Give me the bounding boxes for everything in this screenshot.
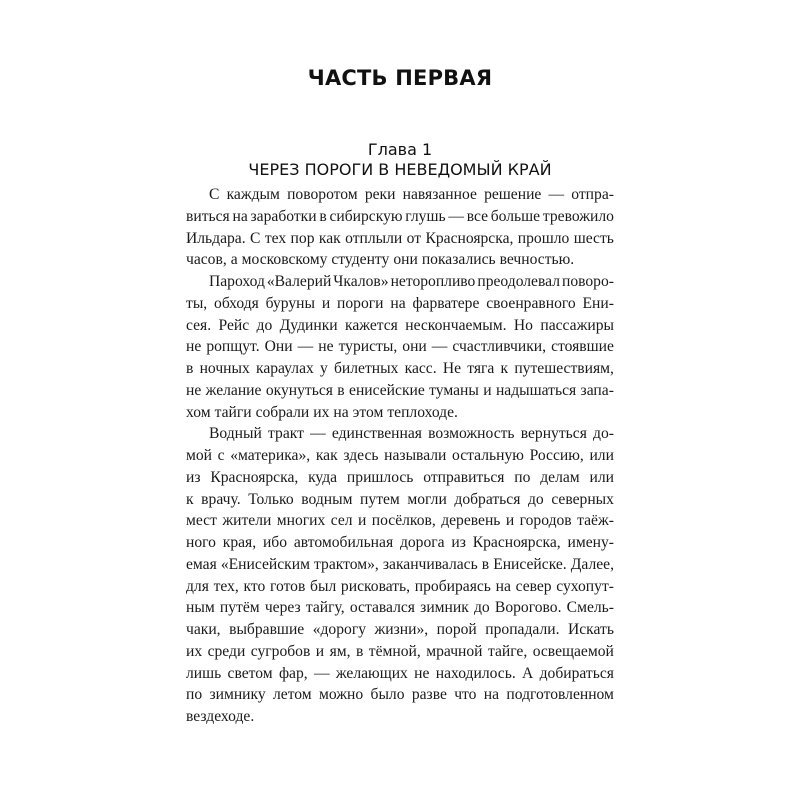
word: счастливчики, [452,338,547,356]
word: Красноярска, [210,468,299,486]
word: подготовленном [506,686,614,704]
word: показались [421,251,496,269]
word: в [186,360,194,377]
word: пассажиры [540,316,614,334]
word: или [589,447,614,464]
text-line [186,380,614,402]
word: прошло [517,229,570,247]
word: сея. [186,316,212,334]
text-line [186,684,614,706]
word: Пароход [209,273,265,290]
word: С [209,186,220,203]
word: путём [219,599,260,617]
text-line [186,554,614,576]
text-line [186,532,614,554]
word: вездеходе. [186,708,255,725]
word: преодолевал [477,273,560,290]
text-line [186,293,614,315]
word: на [232,207,248,225]
word: освещаемой [532,642,614,660]
word: посёлков, [371,512,436,530]
word: Водный [209,425,262,443]
word: для [186,577,209,595]
word: тайгу, [305,599,345,617]
word: не [186,381,202,399]
word: реки [364,186,396,203]
word: к [186,490,194,508]
word: ночных [199,360,250,377]
word: караулах [255,360,314,377]
word: буруны [265,294,316,312]
word: Ильдара. [186,229,246,247]
word: светом [227,664,273,682]
word: Енисейске. [493,555,567,573]
word: Смель- [566,599,614,617]
word: в [481,555,490,573]
word: от [406,229,422,247]
word: «материка», [230,447,311,464]
text-line [186,336,614,358]
word: обходя [214,294,259,312]
word: теплоходе. [387,403,458,421]
word: — [297,338,314,356]
word: путешествиям, [514,360,614,377]
text-line [186,184,614,206]
word: мест [186,512,217,530]
text-line [186,641,614,663]
word: как [318,229,341,247]
paragraph [186,271,614,423]
word: шесть [573,229,614,247]
word: зимнику [209,686,266,704]
word: жизни», [374,621,429,638]
word: А [522,664,534,682]
word: по [186,686,203,704]
word: среди [207,642,246,660]
word: вечностью. [499,251,575,269]
word: путем [360,490,400,508]
word: на [333,403,349,421]
word: северных [551,490,614,508]
word: ного [186,534,216,551]
word: таёж- [577,512,614,530]
word: окунуться [265,381,333,399]
word: края, [222,534,257,551]
word: добираться [539,664,614,682]
word: делам [540,468,580,486]
word: на [483,686,500,704]
word: на [495,577,511,595]
word: пробираясь [414,577,491,595]
word: сухопут- [556,577,614,595]
word: ты, [186,294,208,312]
word: разве [411,686,447,704]
word: можно [319,686,364,704]
text-line [186,315,614,337]
text-line [186,402,614,424]
text-line [186,228,614,250]
text-line [186,467,614,489]
word: поворотом [287,186,358,203]
word: Ени- [582,294,614,312]
chapter-title: ЧЕРЕЗ ПОРОГИ В НЕВЕДОМЫЙ КРАЙ [248,160,552,179]
word: кажется [345,316,398,334]
word: «Валерий [266,273,332,290]
text-line [186,510,614,532]
word: рисковать, [340,577,411,595]
word: Но [513,316,533,334]
word: Они [264,338,293,356]
word: север [515,577,552,595]
word: и [315,642,325,660]
word: этом [352,403,384,421]
word: московскому [241,251,328,269]
word: сугробов [250,642,311,660]
word: тракт [268,425,304,443]
word: Только [248,490,294,508]
text-line [186,597,614,619]
word: до- [593,425,614,443]
part-title: ЧАСТЬ ПЕРВАЯ [307,66,493,90]
word: Чкалов» [333,273,389,290]
word: имену- [567,534,614,551]
word: их [313,403,330,421]
word: к [500,360,509,377]
word: не [414,664,430,682]
word: енисейские [349,381,425,399]
word: желание [205,381,262,399]
word: из [186,468,201,486]
word: зимник [420,599,469,617]
word: желающих [335,664,408,682]
word: не [186,338,202,356]
word: тёмной, [368,642,421,660]
word: не [318,338,334,356]
word: порой [436,621,477,638]
word: — [431,338,448,356]
word: Красноярска, [425,229,514,247]
word: — [313,664,330,682]
word: Искать [567,621,614,638]
word: находилось. [435,664,516,682]
word: туристы, [338,338,398,356]
word: сел [330,512,353,530]
word: больше [490,207,541,225]
text-line [186,663,614,685]
word: оставался [349,599,415,617]
word: в [355,642,364,660]
word: нескончаемым. [405,316,507,334]
word: Россию, [529,447,584,464]
word: поворо- [561,273,614,290]
text-line [186,576,614,598]
word: возможность [428,425,515,443]
word: фарватере [412,294,480,312]
word: запа- [580,381,614,399]
word: трактом», [314,555,379,573]
word: Дудинки [279,316,338,334]
word: заработки [250,207,317,225]
word: тайги [214,403,252,421]
word: каждым [226,186,280,203]
word: — [310,425,326,443]
text-line [186,619,614,641]
chapter-number: Глава 1 [367,140,433,159]
word: у [320,360,328,377]
word: — [548,186,565,203]
word: глушь [405,207,446,225]
word: их [186,642,203,660]
word: с [217,447,225,464]
text-line [186,271,614,293]
word: через [264,599,301,617]
word: пороги [337,294,384,312]
word: остальную [452,447,524,464]
word: фар, [278,664,308,682]
word: навязанное [402,186,477,203]
word: виться [186,207,230,225]
word: автомобильная [293,534,394,551]
word: кто [243,577,266,595]
word: заканчивалась [382,555,478,573]
word: был [310,577,337,595]
word: лишь [186,664,222,682]
text-line [186,489,614,511]
word: выбравшие [229,621,305,638]
word: туманы [429,381,479,399]
word: все [466,207,488,225]
word: деревень [441,512,501,530]
word: до [256,316,273,334]
word: по [514,468,531,486]
word: из [451,534,466,551]
text-line [186,423,614,445]
word: куда [308,468,338,486]
word: чаки, [186,621,221,638]
word: Рейс [218,316,250,334]
word: решение [484,186,542,203]
word: студенту [331,251,390,269]
word: сибирскую [329,207,403,225]
word: жители [222,512,272,530]
word: своенравного [486,294,576,312]
paragraph [186,423,614,728]
word: тех [264,229,287,247]
text-line [186,445,614,467]
word: отплыли [345,229,403,247]
word: могли [407,490,447,508]
word: ным [186,599,215,617]
body-text [186,184,614,728]
word: врачу. [201,490,241,508]
word: что [454,686,477,704]
word: они [393,251,418,269]
word: городов [519,512,572,530]
word: в [319,207,327,225]
word: отправиться [423,468,505,486]
word: вернуться [520,425,587,443]
word: тайге, [487,642,528,660]
word: часов, [186,251,227,269]
word: касс. [404,360,437,377]
word: и [321,294,331,312]
text-line [186,206,614,228]
word: пор [290,229,315,247]
word: надышаться [495,381,577,399]
word: водным [301,490,353,508]
word: называли [384,447,447,464]
word: Не [442,360,462,377]
word: было [370,686,405,704]
word: мрачной [426,642,483,660]
text-line [186,249,614,271]
word: ропщут. [206,338,260,356]
word: отпра- [571,186,614,203]
word: — [448,207,464,225]
word: единственная [331,425,422,443]
word: в [337,381,345,399]
word: летом [273,686,312,704]
word: как [315,447,338,464]
word: или [589,468,614,486]
word: «Енисейским [220,555,310,573]
word: С [250,229,261,247]
word: стоявшие [551,338,614,356]
word: и [505,512,515,530]
word: Красноярска, [472,534,561,551]
word: до [474,599,490,617]
word: емая [186,555,217,573]
word: «дорогу [312,621,367,638]
word: пропадали. [485,621,560,638]
text-line [186,706,614,728]
word: тех, [213,577,239,595]
word: и [483,381,492,399]
word: Далее, [570,555,614,573]
word: ибо [262,534,288,551]
word: добраться [454,490,521,508]
paragraph [186,184,614,271]
word: собрали [255,403,310,421]
word: хом [186,403,211,421]
text-line [186,358,614,380]
word: и [357,512,367,530]
word: неторопливо [390,273,476,290]
word: пришлось [346,468,414,486]
word: до [527,490,544,508]
word: тревожило [542,207,614,225]
word: Ворогово. [494,599,562,617]
word: мой [186,447,213,464]
word: на [390,294,406,312]
word: они [402,338,427,356]
word: здесь [343,447,379,464]
word: билетных [334,360,399,377]
word: многих [276,512,326,530]
word: дорога [399,534,445,551]
word: готов [269,577,306,595]
word: а [230,251,238,269]
word: ям, [329,642,351,660]
word: тяга [467,360,495,377]
